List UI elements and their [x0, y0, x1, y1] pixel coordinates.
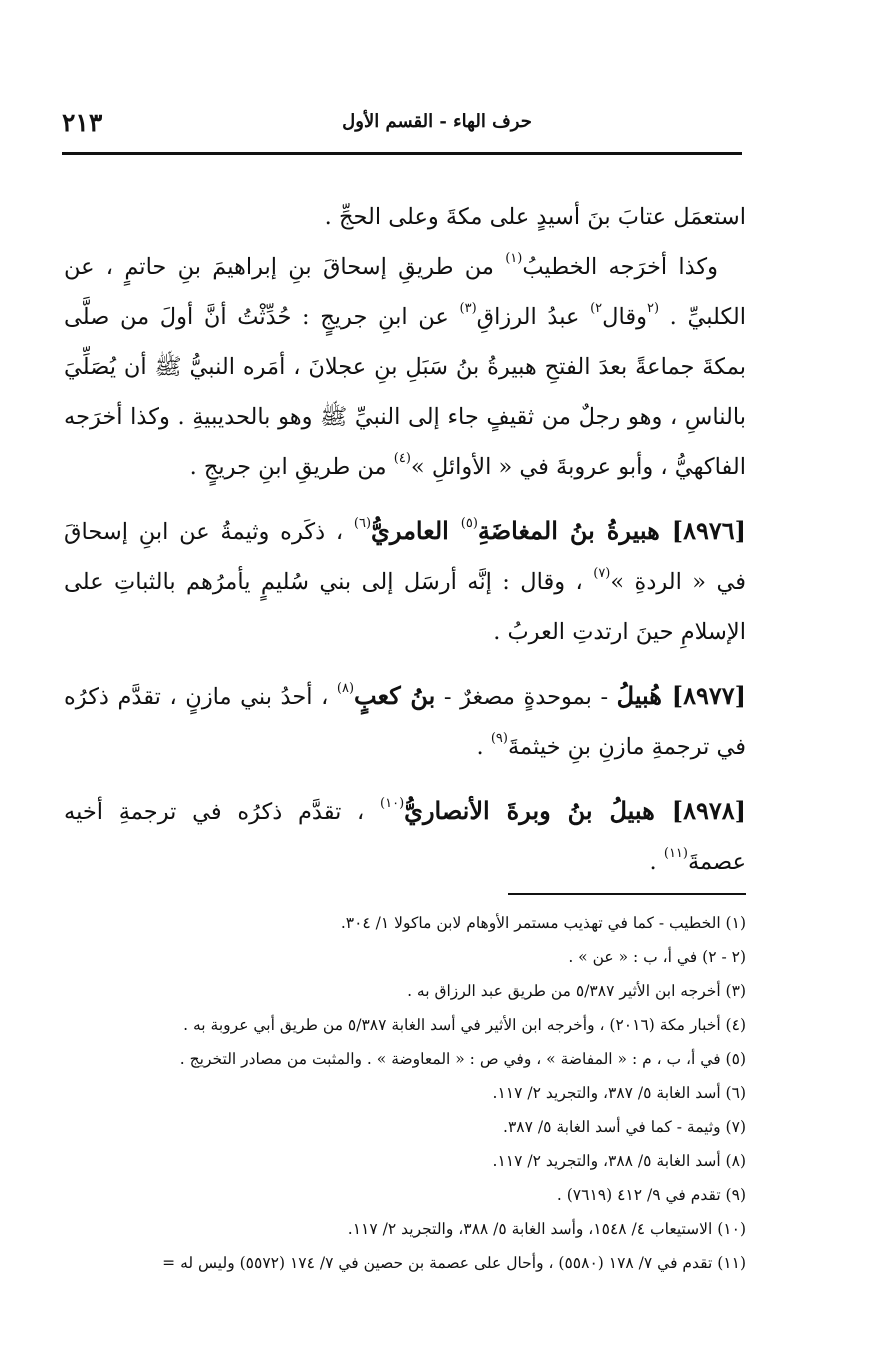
footnote-ref: (١): [505, 251, 523, 266]
text-run: ، أحدُ بني مازنٍ ، تقدَّم ذكرُه في ترجمةِ مازنِ بنِ خيثمةَ: [64, 684, 746, 760]
entry-name: العامريُّ: [371, 516, 461, 545]
entry-number: [٨٩٧٨]: [671, 796, 747, 825]
footnote: (٧) وثيمة - كما في أسد الغابة ٥/ ٣٨٧.: [503, 1118, 746, 1136]
running-title: حرف الهاء - القسم الأول: [342, 111, 532, 132]
footnote: (٣) أخرجه ابن الأثير ٥/٣٨٧ من طريق عبد الرزاق به .: [407, 982, 746, 1000]
header-rule: [62, 152, 742, 155]
footnote-ref: (٧): [593, 566, 611, 581]
footnote-ref: (٩): [490, 731, 508, 746]
main-text: [64, 192, 746, 887]
biography-entry: [64, 786, 746, 887]
footnote-ref: (٦): [353, 516, 372, 531]
biography-entry: [64, 506, 746, 657]
footnote: (٢ - ٢) في أ، ب : « عن » .: [568, 948, 746, 966]
footnote: (٩) تقدم في ٩/ ٤١٢ (٧٦١٩) .: [556, 1186, 746, 1204]
page-header: [62, 108, 742, 148]
footnote-ref: ٢): [590, 301, 603, 316]
paragraph: استعمَل عتابَ بنَ أسيدٍ على مكةَ وعلى الحجِّ .: [324, 204, 746, 230]
footnote-ref: (٢: [646, 301, 660, 316]
text-run: عن ابنِ جريجٍ : حُدِّثْتُ أنَّ أولَ من صلَّى بمكةَ جماعةً بعدَ الفتحِ هبيرةُ بنُ سَبَلِ بنِ عجلانَ ، أمَره النبيُّ ﷺ أن يُصَلِّيَ بالناسِ ، وهو رجلٌ من ثقيفٍ جاء إلى النبيِّ ﷺ وهو بالحديبيةِ . وكذا أخرَجه الفاكهيُّ ، وأبو عروبةَ في « الأوائلِ »: [64, 304, 746, 480]
text-run: عبدُ الرزاقِ: [476, 304, 591, 330]
footnote: (٨) أسد الغابة ٥/ ٣٨٨، والتجريد ٢/ ١١٧.: [492, 1152, 746, 1170]
footnote: (١٠) الاستيعاب ٤/ ١٥٤٨، وأسد الغابة ٥/ ٣٨٨، والتجريد ٢/ ١١٧.: [347, 1220, 746, 1238]
text-run: وقال: [602, 304, 647, 330]
text-run: .: [476, 734, 491, 760]
entry-name: هبيلُ بنُ وبرةَ الأنصاريُّ: [404, 796, 672, 825]
text-run: - بموحدةٍ مصغرٌ -: [435, 684, 617, 710]
paragraph: [64, 242, 746, 492]
footnote-ref: (١١): [663, 846, 688, 861]
footnotes-rule: [508, 893, 746, 895]
footnote-ref: (٥): [460, 516, 478, 531]
footnote: (١) الخطيب - كما في تهذيب مستمر الأوهام لابن ماكولا ١/ ٣٠٤.: [340, 914, 746, 932]
footnote-ref: (٤): [393, 451, 411, 466]
text-run: من طريقِ ابنِ جريجٍ .: [189, 454, 394, 480]
biography-entry: [64, 671, 746, 772]
page-number: ٢١٣: [62, 108, 103, 137]
footnotes: [64, 906, 746, 1280]
footnote-ref: (١٠): [380, 796, 405, 811]
entry-name: هبيرةُ بنُ المغاضَةِ: [477, 516, 672, 545]
entry-number: [٨٩٧٦]: [671, 516, 747, 545]
entry-number: [٨٩٧٧]: [671, 681, 747, 710]
entry-name: هُبيلُ: [616, 681, 672, 710]
text-run: وكذا أخرَجه الخطيبُ: [522, 254, 718, 280]
footnote-ref: (٣): [459, 301, 477, 316]
text-run: من طريقِ إسحاقَ بنِ إبراهيمَ بنِ حاتمٍ ، عن الكلبيِّ .: [64, 254, 746, 330]
text-run: ، تقدَّم ذكرُه في ترجمةِ أخيه عصمةَ: [64, 799, 746, 875]
footnote: (٥) في أ، ب ، م : « المفاضة » ، وفي ص : « المعاوضة » . والمثبت من مصادر التخريج .: [179, 1050, 746, 1068]
entry-name: بنُ كعبٍ: [354, 681, 436, 710]
text-run: ، وقال : إنَّه أرسَل إلى بني سُليمٍ يأمرُهم بالثباتِ على الإسلامِ حينَ ارتدتِ العربُ .: [64, 569, 746, 645]
footnote-ref: (٨): [336, 681, 355, 696]
footnote: (٤) أخبار مكة (٢٠١٦) ، وأخرجه ابن الأثير في أسد الغابة ٥/٣٨٧ من طريق أبي عروبة به .: [183, 1016, 746, 1034]
footnote: (١١) تقدم في ٧/ ١٧٨ (٥٥٨٠) ، وأحال على عصمة بن حصين في ٧/ ١٧٤ (٥٥٧٢) وليس له =: [162, 1254, 746, 1272]
text-run: ، ذكَره وثيمةُ عن ابنِ إسحاقَ في « الردةِ »: [64, 519, 746, 595]
footnote: (٦) أسد الغابة ٥/ ٣٨٧، والتجريد ٢/ ١١٧.: [492, 1084, 746, 1102]
text-run: .: [649, 849, 664, 875]
